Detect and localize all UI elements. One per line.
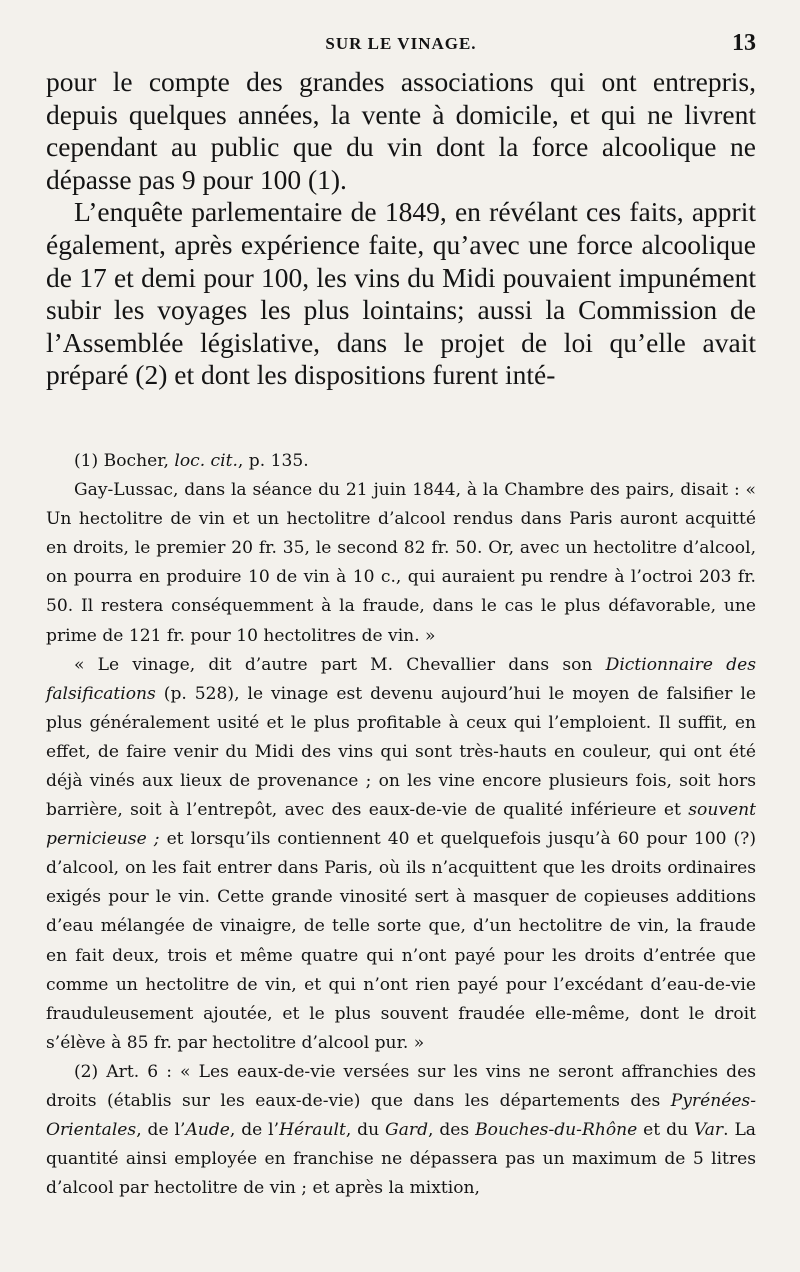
paragraph: L’enquête parlementaire de 1849, en révélant ces faits, apprit également, après expérience faite, qu’avec une force alcoolique de 17 et demi pour 100, les vins du Midi pouvaient impunément subir les voyages les plus lointains; aussi la Commission de l’Assemblée législative, dans le projet de loi qu’elle avait préparé (2) et dont les dispositions furent inté-	[46, 196, 756, 391]
main-text	[46, 66, 756, 392]
footnote-2: (2) Art. 6 : « Les eaux-de-vie versées sur les vins ne seront affranchies des droits (établis sur les eaux-de-vie) que dans les départements des Pyrénées-Orientales, de l’Aude, de l’Hérault, du Gard, des Bouches-du-Rhône et du Var. La quantité ainsi employée en franchise ne dépassera pas un maximum de 5 litres d’alcool par hectolitre de vin ; et après la mixtion,	[46, 1061, 756, 1199]
footnote-1: (1) Bocher, loc. cit., p. 135.	[74, 450, 309, 471]
paragraph: pour le compte des grandes associations qui ont entrepris, depuis quelques années, la vente à domicile, et qui ne livrent cependant au public que du vin dont la force alcoolique ne dépasse pas 9 pour 100 (1).	[46, 66, 756, 195]
footnote-quote: « Le vinage, dit d’autre part M. Chevallier dans son Dictionnaire des falsifications (p. 528), le vinage est devenu aujourd’hui le moyen de falsifier le plus généralement usité et le plus profitable à ceux qui l’emploient. Il suffit, en effet, de faire venir du Midi des vins qui sont très-hauts en couleur, qui ont été déjà vinés aux lieux de provenance ; on les vine encore plusieurs fois, soit hors barrière, soit à l’entrepôt, avec des eaux-de-vie de qualité inférieure et souvent pernicieuse ; et lorsqu’ils contiennent 40 et quelquefois jusqu’à 60 pour 100 (?) d’alcool, on les fait entrer dans Paris, où ils n’acquittent que les droits ordinaires exigés pour le vin. Cette grande vinosité sert à masquer de copieuses additions d’eau mélangée de vinaigre, de telle sorte que, d’un hectolitre de vin, la fraude en fait deux, trois et même quatre qui n’ont payé pour les droits d’entrée que comme un hectolitre de vin, et qui n’ont rien payé pour l’excédant d’eau-de-vie frauduleusement ajoutée, et le plus souvent fraudée elle-même, dont le droit s’élève à 85 fr. par hectolitre d’alcool pur. »	[46, 654, 756, 1053]
footnote-1-continuation: Gay-Lussac, dans la séance du 21 juin 1844, à la Chambre des pairs, disait : « Un hectolitre de vin et un hectolitre d’alcool rendus dans Paris auront acquitté en droits, le premier 20 fr. 35, le second 82 fr. 50. Or, avec un hectolitre d’alcool, on pourra en produire 10 de vin à 10 c., qui auraient pu rendre à l’octroi 203 fr. 50. Il restera conséquemment à la fraude, dans le cas le plus défavorable, une prime de 121 fr. pour 10 hectolitres de vin. »	[46, 480, 756, 646]
footnotes	[46, 447, 756, 1203]
running-title: SUR LE VINAGE.	[325, 34, 477, 53]
book-page	[46, 30, 756, 1203]
spacer	[46, 392, 756, 447]
page-header	[46, 30, 756, 66]
page-number: 13	[732, 30, 756, 56]
